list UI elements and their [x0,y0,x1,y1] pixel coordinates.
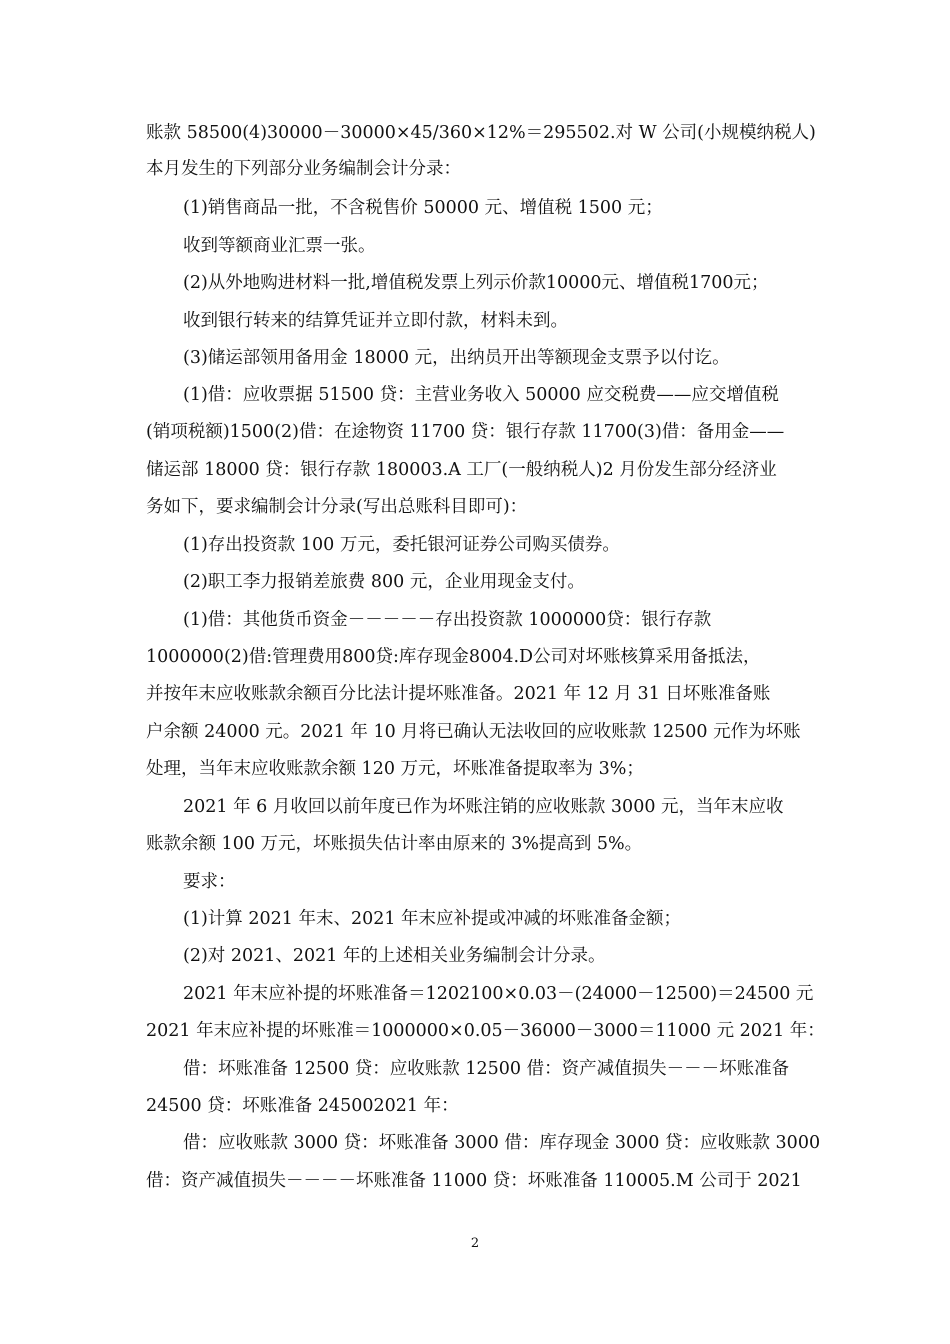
text-line: 借：应收账款 3000 贷：坏账准备 3000 借：库存现金 3000 贷：应收账款 3000 [183,1133,821,1153]
text-line: (1)借：应收票据 51500 贷：主营业务收入 50000 应交税费——应交增值税 [183,385,779,405]
text-line: 账款余额 100 万元，坏账损失估计率由原来的 3%提高到 5%。 [146,834,643,854]
text-line: 收到银行转来的结算凭证并立即付款，材料未到。 [183,311,568,331]
text-line: 并按年末应收账款余额百分比法计提坏账准备。2021 年 12 月 31 日坏账准备账 [146,684,771,704]
text-line: (1)计算 2021 年末、2021 年末应补提或冲减的坏账准备金额； [183,909,682,929]
text-line: 本月发生的下列部分业务编制会计分录： [146,159,461,179]
text-line: 收到等额商业汇票一张。 [183,236,376,256]
text-line: 24500 贷：坏账准备 245002021 年： [146,1096,459,1116]
text-line: 账款 58500(4)30000－30000×45/360×12%＝295502.对 W 公司(小规模纳税人) [146,123,816,143]
text-line: 处理，当年末应收账款余额 120 万元，坏账准备提取率为 3%； [146,759,644,779]
text-line: (1)存出投资款 100 万元，委托银河证券公司购买债券。 [183,535,620,555]
text-line: 2021 年末应补提的坏账准备＝1202100×0.03－(24000－12500)＝24500 元 [183,984,814,1004]
text-line: (2)从外地购进材料一批,增值税发票上列示价款10000元、增值税1700元； [183,273,769,293]
text-line: 储运部 18000 贷：银行存款 180003.A 工厂(一般纳税人)2 月份发生部分经济业 [146,460,777,480]
text-line: (2)职工李力报销差旅费 800 元，企业用现金支付。 [183,572,585,592]
text-line: 借：资产减值损失－－－－坏账准备 11000 贷：坏账准备 110005.M 公司于 2021 [146,1171,802,1191]
text-line: (3)储运部领用备用金 18000 元，出纳员开出等额现金支票予以付讫。 [183,348,730,368]
text-line: 务如下，要求编制会计分录(写出总账科目即可)： [146,497,528,517]
text-line: 要求： [183,872,236,892]
text-line: (销项税额)1500(2)借：在途物资 11700 贷：银行存款 11700(3)借：备用金—— [146,422,785,442]
text-line: 1000000(2)借:管理费用800贷:库存现金8004.D公司对坏账核算采用备抵法， [146,647,761,667]
text-line: 户余额 24000 元。2021 年 10 月将已确认无法收回的应收账款 12500 元作为坏账 [146,722,801,742]
text-line: 2021 年末应补提的坏账准＝1000000×0.05－36000－3000＝11000 元 2021 年： [146,1021,825,1041]
text-line: 借：坏账准备 12500 贷：应收账款 12500 借：资产减值损失－－－坏账准备 [183,1059,790,1079]
text-line: (2)对 2021、2021 年的上述相关业务编制会计分录。 [183,946,606,966]
text-line: 2021 年 6 月收回以前年度已作为坏账注销的应收账款 3000 元，当年末应收 [183,797,784,817]
text-line: (1)销售商品一批，不含税售价 50000 元、增值税 1500 元； [183,198,663,218]
text-line: (1)借：其他货币资金－－－－－存出投资款 1000000贷：银行存款 [183,610,712,630]
page-number: 2 [470,1236,480,1251]
